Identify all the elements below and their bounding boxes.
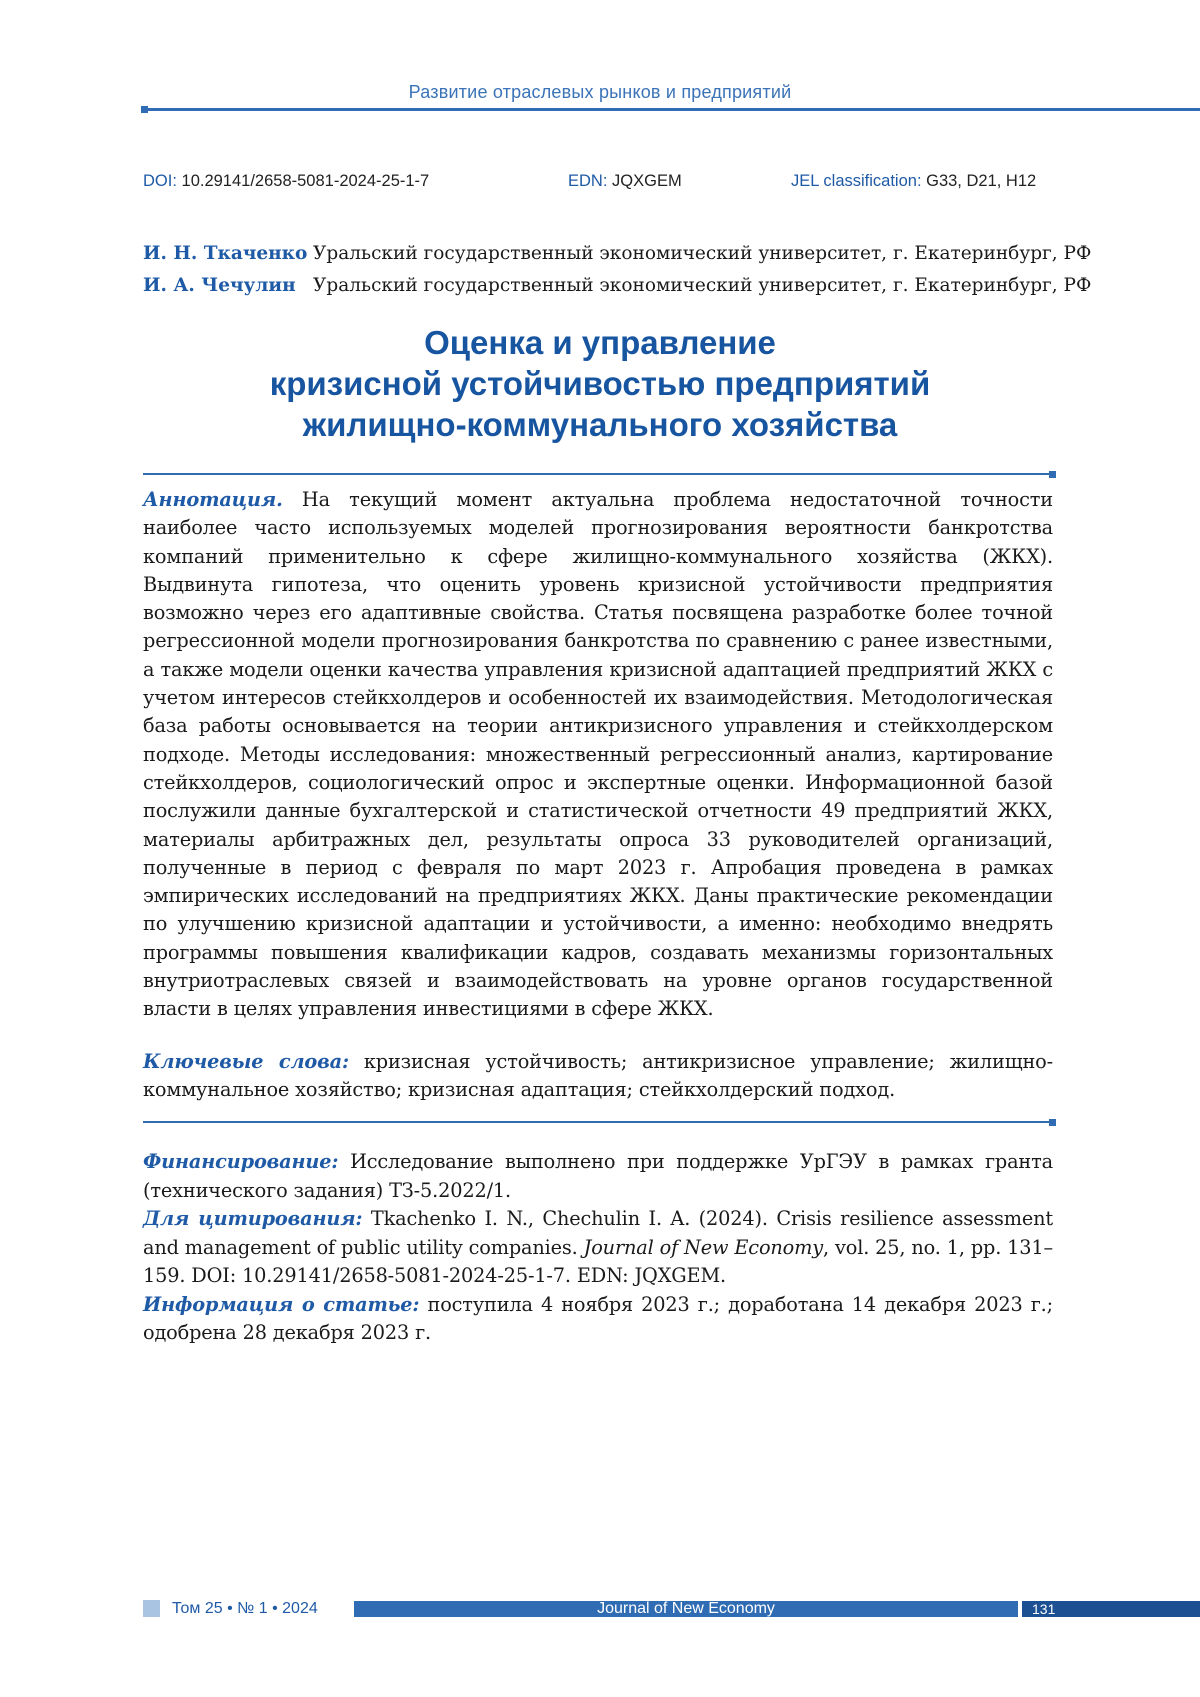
edn-label: EDN:	[568, 172, 607, 190]
article-dates	[143, 1291, 1053, 1348]
author-affiliation: Уральский государственный экономический университет, г. Екатеринбург, РФ	[313, 238, 1091, 270]
abstract-bottom-rule	[143, 1121, 1052, 1123]
article-title	[0, 322, 1200, 445]
keywords-label: Ключевые слова:	[143, 1050, 349, 1073]
citation-text: Tkachenko I. N., Chechulin I. A. (2024). Crisis resilience assessment and management of public utility companies.	[143, 1207, 1053, 1259]
header-rule	[146, 108, 1200, 111]
citation-details: , vol. 25, no. 1, pp. 131–159. DOI: 10.29141/2658-5081-2024-25-1-7. EDN: JQXGEM.	[143, 1236, 1053, 1288]
section-title: Развитие отраслевых рынков и предприятий	[0, 82, 1200, 103]
footer-journal: Journal of New Economy	[354, 1600, 1018, 1618]
rule-marker	[1049, 1119, 1056, 1126]
abstract-top-rule	[143, 473, 1052, 475]
title-line: Оценка и управление	[0, 322, 1200, 363]
citation-journal: Journal of New Economy	[584, 1236, 823, 1259]
article-info-label: Информация о статье:	[143, 1293, 419, 1316]
footer-square-icon	[143, 1600, 160, 1617]
abstract-label: Аннотация.	[143, 488, 283, 511]
footer-issue: Том 25 • № 1 • 2024	[172, 1600, 318, 1618]
funding-text: Исследование выполнено при поддержке УрГЭУ в рамках гранта (технического задания) ТЗ-5.2022/1.	[143, 1150, 1053, 1202]
funding-label: Финансирование:	[143, 1150, 338, 1173]
edn-meta	[568, 172, 682, 191]
citation	[143, 1205, 1053, 1291]
rule-marker	[1049, 471, 1056, 478]
abstract	[143, 486, 1053, 1024]
article-info-block	[143, 1148, 1053, 1348]
keywords-text: кризисная устойчивость; антикризисное управление; жилищно-коммунальное хозяйство; кризисная адаптация; стейкхолдерский подход.	[143, 1050, 1053, 1101]
author-name: И. А. Чечулин	[143, 270, 313, 302]
keywords	[143, 1048, 1053, 1105]
doi-value[interactable]: 10.29141/2658-5081-2024-25-1-7	[182, 172, 430, 190]
author-row	[143, 270, 1091, 302]
author-row	[143, 238, 1091, 270]
doi-meta	[143, 172, 429, 191]
article-info-text: поступила 4 ноября 2023 г.; доработана 14 декабря 2023 г.; одобрена 28 декабря 2023 г.	[143, 1293, 1053, 1345]
funding	[143, 1148, 1053, 1205]
citation-label: Для цитирования:	[143, 1207, 362, 1230]
jel-label: JEL classification:	[791, 172, 922, 190]
doi-label: DOI:	[143, 172, 177, 190]
author-name: И. Н. Ткаченко	[143, 238, 313, 270]
jel-meta	[791, 172, 1036, 191]
jel-value: G33, D21, H12	[926, 172, 1036, 190]
abstract-text: На текущий момент актуальна проблема недостаточной точности наиболее часто используемых моделей прогнозирования вероятности банкротства компаний применительно к сфере жилищно-коммунального хозяйства (ЖКХ). Выдвинута гипотеза, что оценить уровень кризисной устойчивости предприятия возможно через его адаптивные свойства. Статья посвящена разработке более точной регрессионной модели прогнозирования банкротства по сравнению с ранее известными, а также модели оценки качества управления кризисной адаптацией предприятий ЖКХ с учетом интересов стейкхолдеров и особенностей их взаимодействия. Методологическая база работы основывается на теории антикризисного управления и стейкхолдерском подходе. Методы исследования: множественный регрессионный анализ, картирование стейкхолдеров, социологический опрос и экспертные оценки. Информационной базой послужили данные бухгалтерской и статистической отчетности 49 предприятий ЖКХ, материалы арбитражных дел, результаты опроса 33 руководителей организаций, полученные в период с февраля по март 2023 г. Апробация проведена в рамках эмпирических исследований на предприятиях ЖКХ. Даны практические рекомендации по улучшению кризисной адаптации и устойчивости, а именно: необходимо внедрять программы повышения квалификации кадров, создавать механизмы горизонтальных внутриотраслевых связей и взаимодействовать на уровне органов государственной власти в целях управления инвестициями в сфере ЖКХ.	[143, 488, 1053, 1020]
author-affiliation: Уральский государственный экономический университет, г. Екатеринбург, РФ	[313, 270, 1091, 302]
edn-value: JQXGEM	[612, 172, 682, 190]
title-line: кризисной устойчивостью предприятий	[0, 363, 1200, 404]
title-line: жилищно-коммунального хозяйства	[0, 404, 1200, 445]
page-footer	[0, 1600, 1200, 1620]
authors-block	[143, 238, 1091, 302]
page-number: 131	[1032, 1600, 1055, 1618]
